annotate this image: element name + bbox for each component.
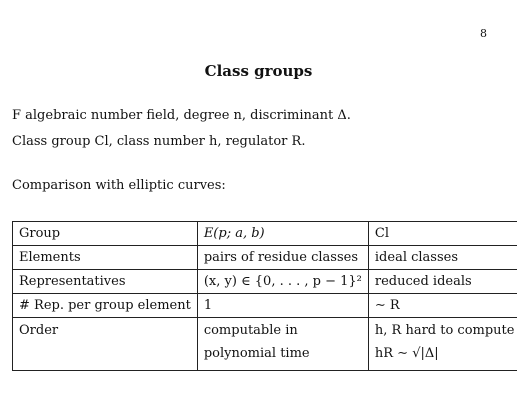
intro-line-comparison: Comparison with elliptic curves: [12,178,226,193]
intro-line-class-group: Class group Cl, class number h, regulator R. [12,134,306,149]
order-label: Order [19,323,59,338]
table-cell: 1 [197,294,368,318]
table-row [13,246,517,270]
header-cell: Cl [368,222,517,246]
header-cell: Group [13,222,198,246]
table-cell: ∼ R [368,294,517,318]
order-col3-line2: hR ∼ √|Δ| [374,346,439,361]
table-cell: (x, y) ∈ {0, . . . , p − 1}² [197,270,368,294]
table-row [13,270,517,294]
table-cell: Elements [13,246,198,270]
table-cell: reduced ideals [368,270,517,294]
intro-line-field: F algebraic number field, degree n, discriminant Δ. [12,108,351,123]
table-cell: ideal classes [368,246,517,270]
table-cell: Representatives [13,270,198,294]
table-cell [13,318,198,371]
table-cell [368,318,517,371]
order-col3-line1: h, R hard to compute [374,323,515,338]
order-col2-line2: polynomial time [203,346,310,361]
table-cell: # Rep. per group element [13,294,198,318]
header-cell: E(p; a, b) [197,222,368,246]
page-number: 8 [480,27,487,40]
order-col2-line1: computable in [203,323,298,338]
table-row [13,294,517,318]
table-row-order [13,318,517,371]
table-header-row [13,222,517,246]
table-cell: pairs of residue classes [197,246,368,270]
table-cell [197,318,368,371]
page-title: Class groups [204,62,313,80]
comparison-table [12,221,517,371]
